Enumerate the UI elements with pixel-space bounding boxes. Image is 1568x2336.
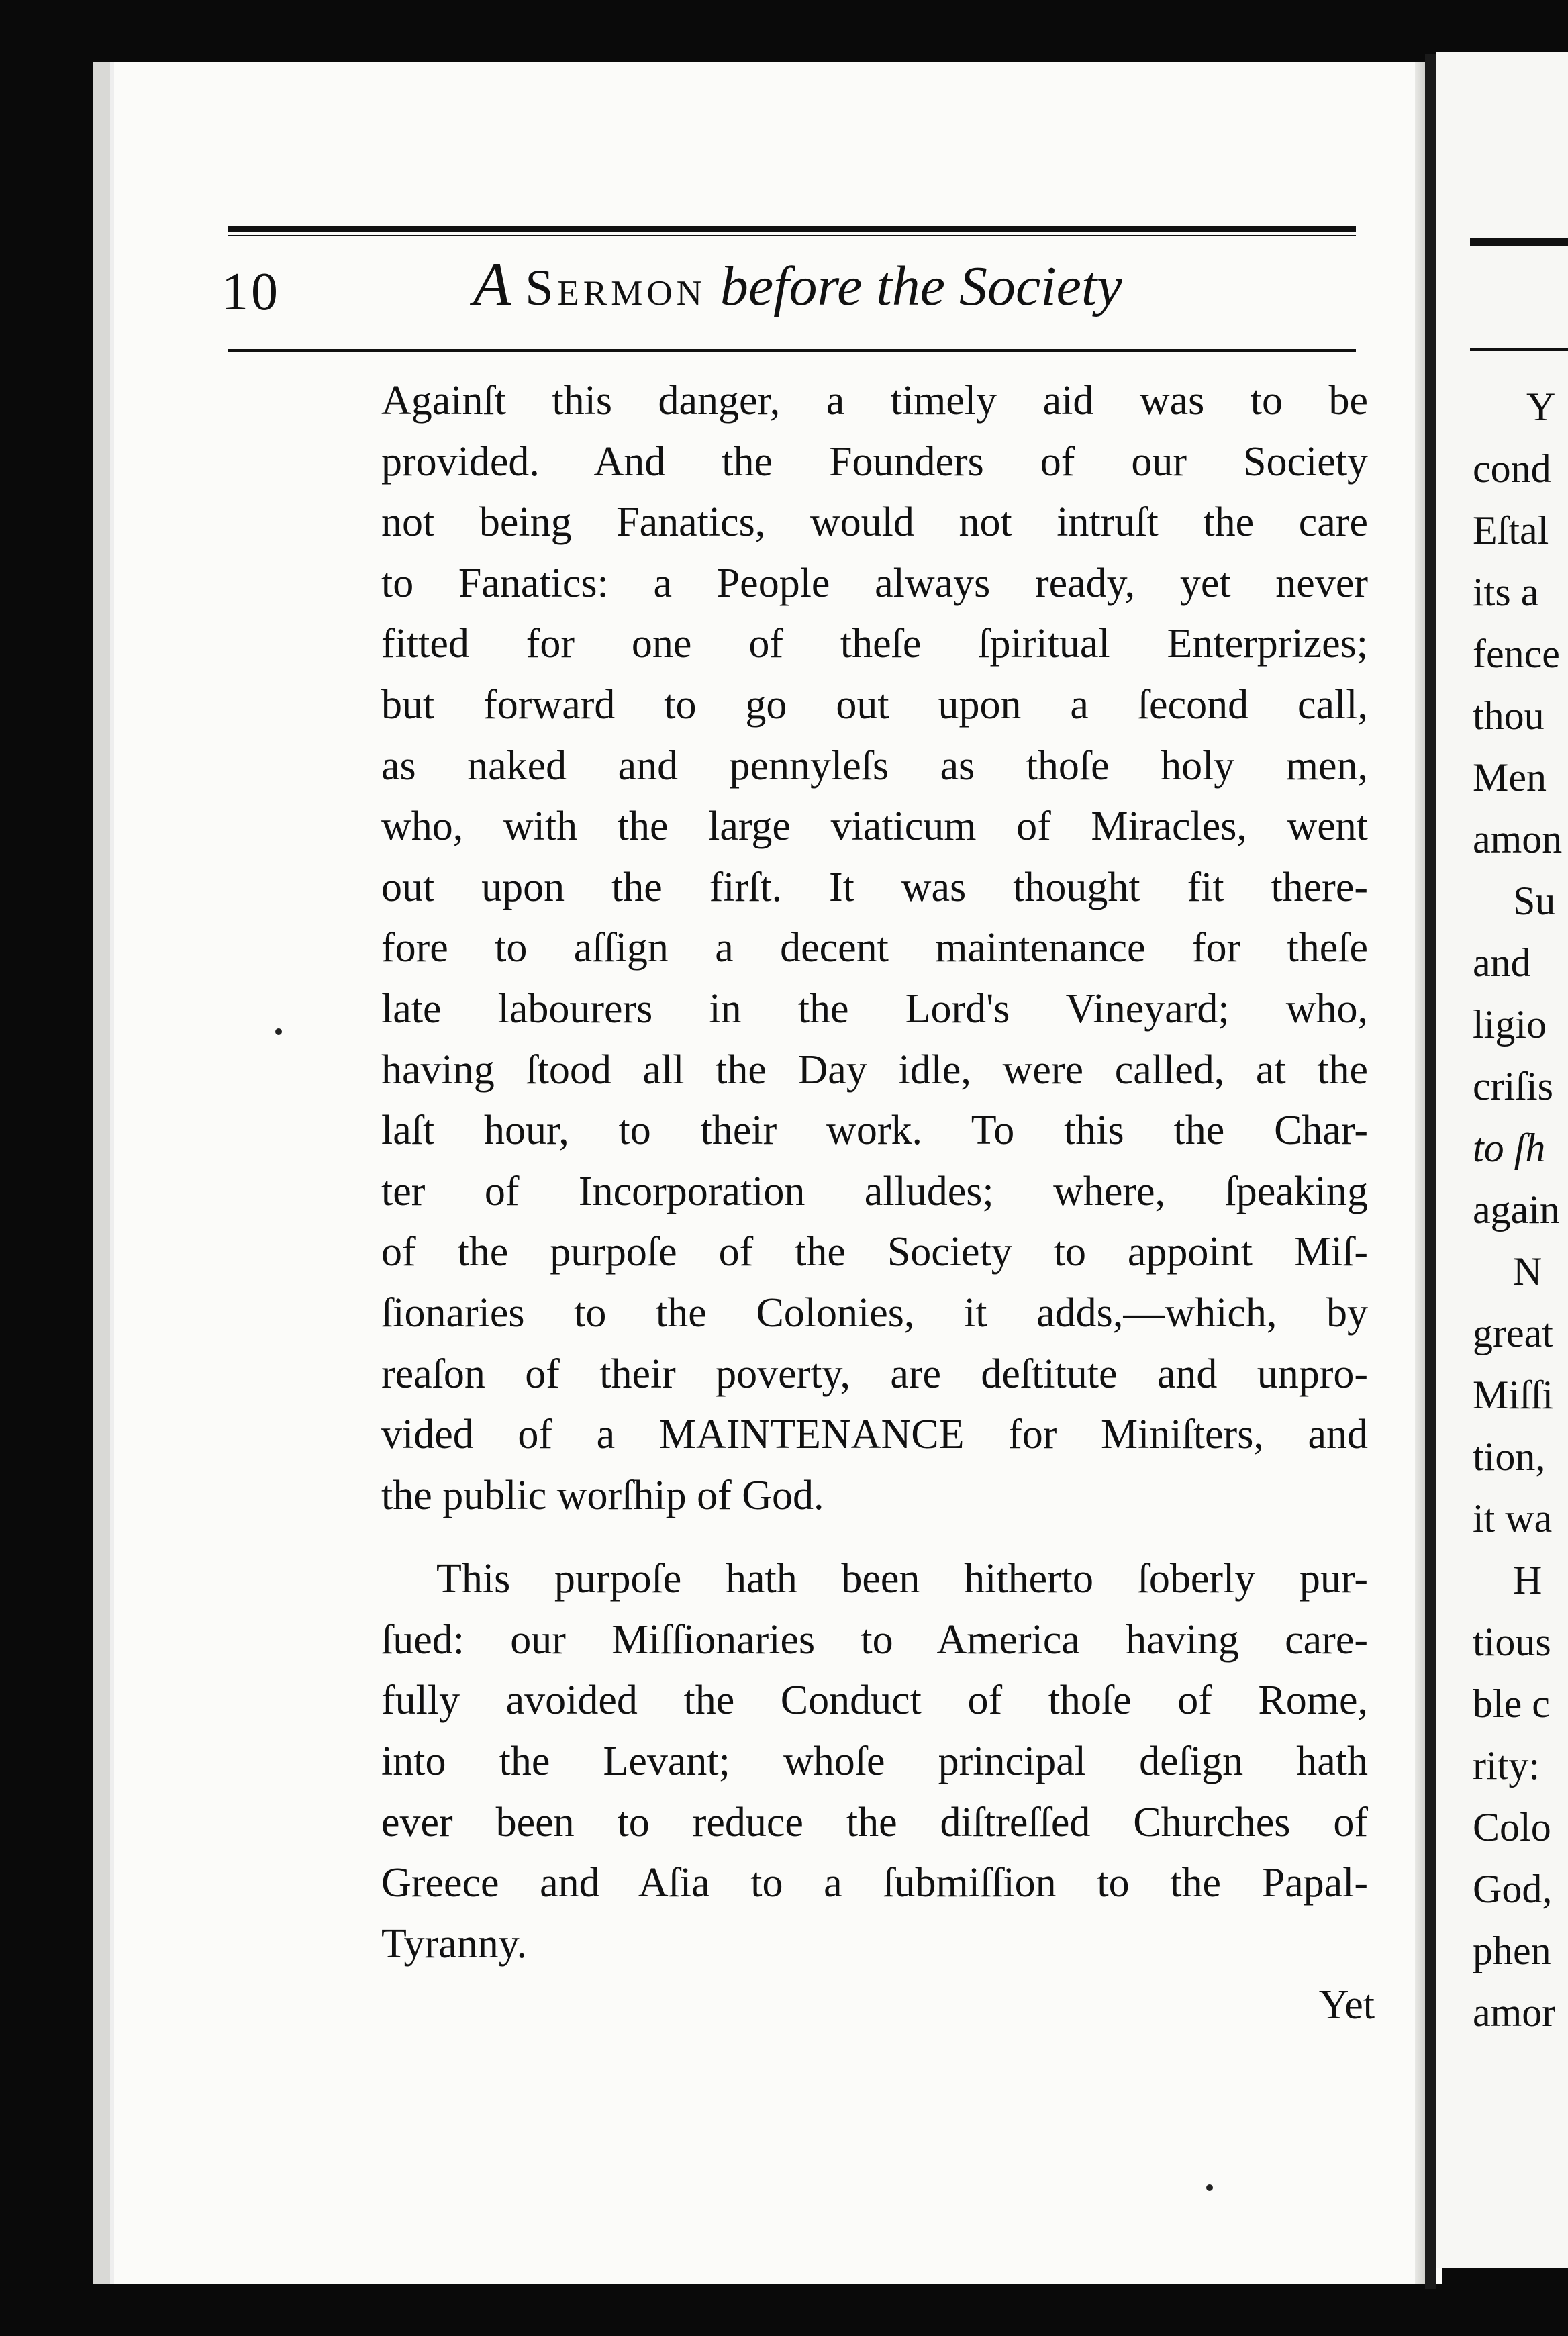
text-line: ſued: our Miſſionaries to America having care-: [381, 1616, 1368, 1663]
running-head-sermon: Sermon: [525, 260, 706, 316]
page-number: 10: [222, 262, 281, 322]
text-line: of the purpoſe of the Society to appoint Miſ-: [381, 1229, 1368, 1275]
running-head-article: A: [473, 250, 511, 318]
ink-speck: [1206, 2184, 1213, 2191]
facing-line: it wa: [1473, 1496, 1553, 1541]
facing-line: H: [1513, 1558, 1542, 1602]
running-head: [473, 248, 1122, 320]
text-line: not being Fanatics, would not intruſt the care: [381, 499, 1368, 546]
facing-line: ble c: [1473, 1682, 1550, 1726]
header-rule-thick: [228, 226, 1356, 232]
header-rule-thin: [228, 235, 1356, 236]
text-line: but forward to go out upon a ſecond call,: [381, 681, 1368, 728]
facing-line: criſis: [1473, 1064, 1553, 1108]
text-line: Againſt this danger, a timely aid was to be: [381, 378, 1368, 424]
text-line: reaſon of their poverty, are deſtitute and unpro-: [381, 1351, 1368, 1397]
page-spine-shadow: [1425, 54, 1436, 2289]
facing-line: thou: [1473, 693, 1545, 738]
facing-line: tion,: [1473, 1434, 1546, 1479]
facing-page-text: [1473, 376, 1568, 2043]
text-line: out upon the firſt. It was thought fit there-: [381, 864, 1368, 910]
text-line: ſionaries to the Colonies, it adds,—which, by: [381, 1289, 1368, 1336]
text-line: to Fanatics: a People always ready, yet never: [381, 560, 1368, 606]
text-line: provided. And the Founders of our Society: [381, 438, 1368, 485]
text-line: ever been to reduce the diſtreſſed Churches of: [381, 1799, 1368, 1845]
text-line: vided of a MAINTENANCE for Miniſters, and: [381, 1412, 1368, 1458]
facing-line: fence: [1473, 632, 1560, 676]
facing-line: Eſtal: [1473, 508, 1549, 552]
facing-line: N: [1513, 1249, 1542, 1294]
facing-line: its a: [1473, 570, 1539, 614]
catchword: Yet: [1318, 1982, 1375, 2028]
facing-header-rule-bottom: [1470, 348, 1568, 351]
text-line: fitted for one of theſe ſpiritual Enterprizes;: [381, 621, 1368, 667]
page-gutter: [1415, 62, 1425, 2284]
facing-line: amon: [1473, 817, 1563, 861]
facing-line: cond: [1473, 446, 1551, 491]
facing-line: tious: [1473, 1620, 1551, 1664]
text-line: fore to aſſign a decent maintenance for theſe: [381, 925, 1368, 971]
text-line: ter of Incorporation alludes; where, ſpeaking: [381, 1168, 1368, 1214]
facing-line: Su: [1513, 879, 1556, 923]
text-line: Greece and Aſia to a ſubmiſſion to the Papal-: [381, 1860, 1368, 1906]
facing-line: Colo: [1473, 1805, 1551, 1849]
facing-line: great: [1473, 1311, 1553, 1355]
text-line: fully avoided the Conduct of thoſe of Rome,: [381, 1677, 1368, 1724]
ink-speck: [275, 1028, 282, 1035]
text-line: This purpoſe hath been hitherto ſoberly pur-: [436, 1556, 1368, 1602]
facing-line: amor: [1473, 1990, 1556, 2035]
facing-header-rule: [1470, 238, 1568, 246]
body-text: [381, 371, 1368, 1974]
text-line: into the Levant; whoſe principal deſign hath: [381, 1739, 1368, 1785]
facing-line: phen: [1473, 1929, 1551, 1973]
text-line: who, with the large viaticum of Miracles, went: [381, 804, 1368, 850]
facing-line: Miſſi: [1473, 1373, 1554, 1417]
facing-line: ligio: [1473, 1002, 1547, 1047]
text-line: as naked and pennyleſs as thoſe holy men,: [381, 742, 1368, 789]
facing-line: God,: [1473, 1867, 1553, 1911]
facing-line: and: [1473, 940, 1531, 985]
facing-line: to ſh: [1473, 1126, 1546, 1170]
facing-line: again: [1473, 1187, 1560, 1232]
running-head-rest: before the Society: [720, 255, 1122, 318]
text-line: the public worſhip of God.: [381, 1472, 824, 1518]
text-line: late labourers in the Lord's Vineyard; who,: [381, 985, 1368, 1032]
text-line: Tyranny.: [381, 1920, 528, 1967]
facing-line: rity:: [1473, 1743, 1540, 1788]
header-rule-bottom: [228, 349, 1356, 352]
facing-line: Y: [1526, 385, 1556, 429]
text-line: having ſtood all the Day idle, were called, at the: [381, 1047, 1368, 1093]
text-line: laſt hour, to their work. To this the Char-: [381, 1108, 1368, 1154]
facing-line: Men: [1473, 755, 1547, 799]
